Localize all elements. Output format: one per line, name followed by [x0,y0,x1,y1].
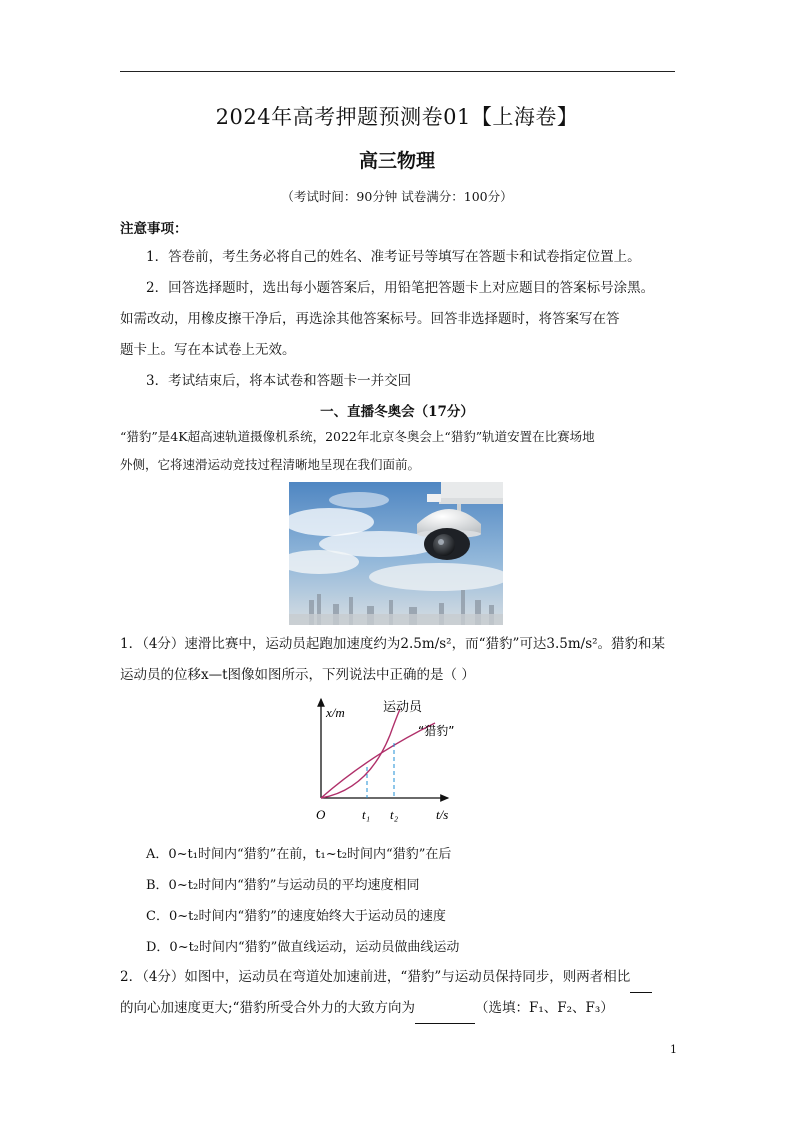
header-rule [120,71,675,72]
intro-line-2: 外侧，它将速滑运动竞技过程清晰地呈现在我们面前。 [120,457,421,472]
option-a[interactable]: A．0~t₁时间内“猎豹”在前，t₁~t₂时间内“猎豹”在后 [146,847,452,862]
athlete-curve [321,709,400,798]
section-1-heading: 一、直播冬奥会（17分） [320,404,474,420]
camera-photo [289,482,503,625]
notice-item-2-line-2: 如需改动，用橡皮擦干净后，再选涂其他答案标号。回答非选择题时，将答案写在答 [120,311,620,327]
y-axis-label: x/m [326,705,345,720]
xt-graph [300,695,470,830]
athlete-label: 运动员 [383,700,423,715]
cheetah-label: “猎豹” [418,724,455,738]
notice-heading: 注意事项： [120,221,188,237]
intro-line-1: “猎豹”是4K超高速轨道摄像机系统，2022年北京冬奥会上“猎豹”轨道安置在比赛场地 [120,429,595,444]
question-1 [120,629,678,691]
question-1-line-2: 运动员的位移x—t图像如图所示，下列说法中正确的是（ ） [120,667,475,683]
question-2 [120,962,678,1024]
section-1-intro [120,423,680,479]
t2-label: t₂ [390,807,399,822]
option-d[interactable]: D．0~t₂时间内“猎豹”做直线运动，运动员做曲线运动 [146,940,460,955]
x-axis-label: t/s [436,807,449,822]
exam-title: 2024年高考押题预测卷01【上海卷】 [215,105,579,129]
notice-item-2-line-1: 2．回答选择题时，选出每小题答案后，用铅笔把答题卡上对应题目的答案标号涂黑。 [146,280,655,296]
notice-item-3: 3．考试结束后，将本试卷和答题卡一并交回 [146,373,412,389]
page-number: 1 [670,1043,677,1056]
question-2-line-1: 2．（4分）如图中，运动员在弯道处加速前进，“猎豹”与运动员保持同步，则两者相比 [120,969,631,985]
t1-label: t₁ [362,807,371,822]
option-c[interactable]: C．0~t₂时间内“猎豹”的速度始终大于运动员的速度 [146,909,446,924]
origin-label: O [316,807,326,822]
question-2-line-2: 的向心加速度更大;“猎豹所受合外力的大致方向为 [120,1000,415,1016]
question-2-options-hint: （选填：F₁、F₂、F₃） [474,1000,614,1016]
answer-blank-1[interactable] [630,978,652,993]
exam-time-info: （考试时间：90分钟 试卷满分：100分） [281,189,513,204]
notice-item-1: 1．答卷前，考生务必将自己的姓名、准考证号等填写在答题卡和试卷指定位置上。 [146,249,641,265]
notice-item-2-line-3: 题卡上。写在本试卷上无效。 [120,342,296,358]
answer-blank-2[interactable] [415,1009,475,1024]
exam-subject: 高三物理 [358,150,435,172]
option-b[interactable]: B．0~t₂时间内“猎豹”与运动员的平均速度相同 [146,878,420,893]
question-1-line-1: 1．（4分）速滑比赛中，运动员起跑加速度约为2.5m/s²，而“猎豹”可达3.5m/s²。猎豹和某 [120,636,666,652]
